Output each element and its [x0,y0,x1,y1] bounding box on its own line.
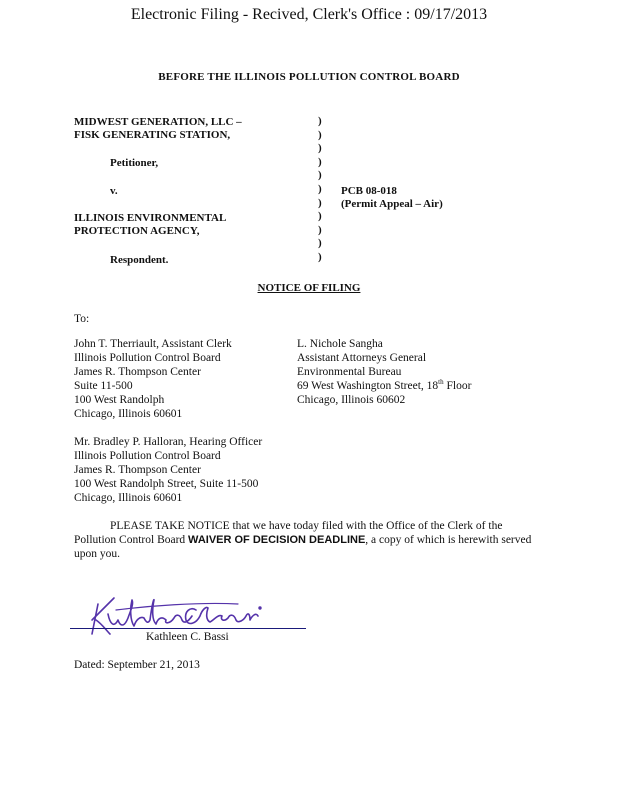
caption-paren-column [318,115,322,265]
case-info [341,185,443,211]
respondent-name [74,212,226,238]
address-line: James R. Thompson Center [74,366,201,378]
body-text-post: , a copy of which is herewith served upon you. [74,534,532,560]
respondent-role: Respondent. [110,254,169,266]
signer-name: Kathleen C. Bassi [146,631,229,643]
address-line: James R. Thompson Center [74,464,201,476]
recipient-clerk-address [74,337,232,421]
address-line: Mr. Bradley P. Halloran, Hearing Officer [74,436,263,448]
case-type: (Permit Appeal – Air) [341,198,443,210]
dated-line: Dated: September 21, 2013 [74,659,200,671]
address-line: Chicago, Illinois 60601 [74,492,183,504]
notice-body-paragraph [74,519,544,561]
document-title-bold: WAIVER OF DECISION DEADLINE [188,534,366,546]
notice-of-filing-title: NOTICE OF FILING [257,282,361,294]
address-line: 100 West Randolph [74,394,165,406]
paren: ) [318,169,322,182]
body-text-pre: PLEASE TAKE NOTICE that we have today filed with the Office of the Clerk of the Pollution Control Board [74,520,503,546]
address-line-street [297,379,471,393]
address-line: John T. Therriault, Assistant Clerk [74,338,232,350]
address-line: Suite 11-500 [74,380,133,392]
paren: ) [318,210,322,223]
petitioner-name [74,116,242,142]
address-line: Illinois Pollution Control Board [74,352,221,364]
address-line: Illinois Pollution Control Board [74,450,221,462]
paren: ) [318,223,322,236]
address-line: Chicago, Illinois 60602 [297,394,406,406]
street-text: 69 West Washington Street, 18 [297,380,439,392]
recipient-attorney-general-address [297,337,471,407]
case-number: PCB 08-018 [341,185,397,197]
address-line: L. Nichole Sangha [297,338,383,350]
petitioner-line-2: FISK GENERATING STATION, [74,129,231,141]
versus-label: v. [110,185,118,197]
respondent-line-2: PROTECTION AGENCY, [74,225,200,237]
address-line: Assistant Attorneys General [297,352,427,364]
address-line: Chicago, Illinois 60601 [74,408,183,420]
ordinal-suffix: th [438,378,444,387]
board-title: BEFORE THE ILLINOIS POLLUTION CONTROL BOARD [158,71,460,83]
address-line: Environmental Bureau [297,366,402,378]
petitioner-line-1: MIDWEST GENERATION, LLC – [74,116,242,128]
paren: ) [318,155,322,168]
paren: ) [318,142,322,155]
street-floor: Floor [443,380,472,392]
recipient-hearing-officer-address [74,435,262,505]
paren: ) [318,237,322,250]
respondent-line-1: ILLINOIS ENVIRONMENTAL [74,212,227,224]
paren: ) [318,196,322,209]
petitioner-role: Petitioner, [110,157,159,169]
to-label: To: [74,313,90,325]
paren: ) [318,128,322,141]
address-line: 100 West Randolph Street, Suite 11-500 [74,478,259,490]
signature-line [70,628,306,629]
paren: ) [318,250,322,263]
electronic-filing-stamp: Electronic Filing - Recived, Clerk's Office : 09/17/2013 [130,6,488,23]
paren: ) [318,182,322,195]
paren: ) [318,115,322,127]
